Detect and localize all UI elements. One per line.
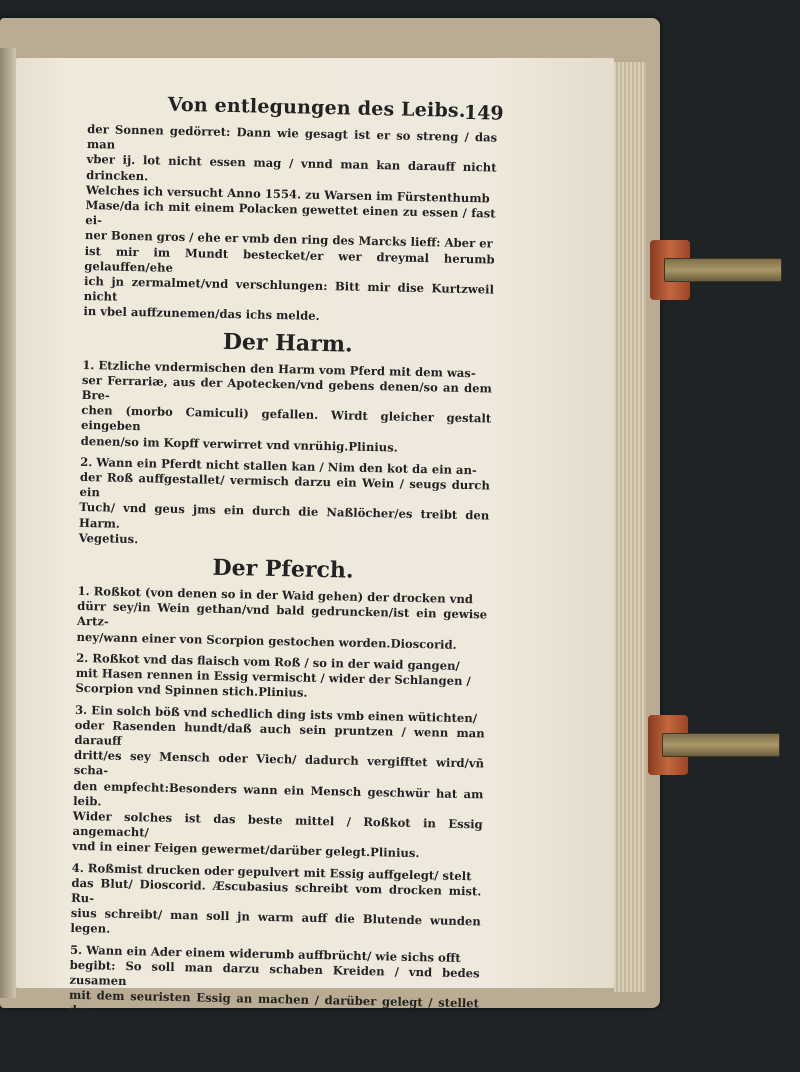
page-footer [68,1040,478,1072]
lower-clasp-metal [662,733,780,757]
lower-clasp [648,715,788,779]
left-page-edge [0,48,16,998]
pferch-entry-3: 3. Ein solch böß vnd schedlich ding ists vmb einen wütichten/ oder Rasenden hundt/daß auch sein pruntzen / wenn man darauff dritt/es sey Mensch oder Viech/ dadurch vergifftet wird/vñ scha- den empfecht:Besonders wann ein Mensch geschwür hat am leib. Wider solches ist das beste mittel / Roßkot in Essig angemacht/ vnd in einer Feigen gewermet/darüber gelegt.Plinius. [72,702,485,861]
page-text-block [68,92,504,1072]
pferch-entry-5: 5. Wann ein Ader einem widerumb auffbrücht/ wie sichs offt begibt: So soll man darzu schaben Kreiden / vnd bedes zusamen mit dem seuristen Essig an machen / darüber gelegt / stellet das Geblüt.Idem. [68,942,480,1035]
upper-clasp-metal [664,258,782,282]
harm-entry-2: 2. Wann ein Pferdt nicht stallen kan / Nim den kot da ein an- der Roß auffgestallet/ vermisch darzu ein Wein / seugs durch ein Tuch/ vnd geus jms ein durch die Naßlöcher/es treibt den Harm. Vegetius. [78,454,490,547]
page-number: 149 [463,101,504,125]
running-head: Von entlegungen des Leibs. [167,93,466,122]
page-block-edge [614,62,646,992]
section-heading-pferch: Der Pferch. [212,554,354,584]
pferch-entry-4: 4. Roßmist drucken oder gepulvert mit Essig auffgelegt/ stelt das Blut/ Dioscorid. Æscubasius schreibt vom drocken mist. Ru- sius schreibt/ man soll jn warm auff die Blutende wunden legen. [70,860,482,936]
pferch-entry-1: 1. Roßkot (von denen so in der Waid gehen) der drocken vnd dürr sey/in Wein gethan/vnd bald gedruncken/ist ein gewise Artz- ney/wann einer von Scorpion gestochen worden.Dioscorid. [76,583,488,652]
catchword: 6.Also [429,1049,475,1066]
upper-clasp [650,240,790,304]
intro-paragraph: der Sonnen gedörret: Dann wie gesagt ist er so streng / das man vber ij. lot nicht essen mag / vnnd man kan darauff nicht drincken. Welches ich versucht Anno 1554. zu Warsen im Fürstenthumb Mase/da ich mit einem Polacken gewettet einen zu essen / fast ei- ner Bonen gros / ehe er vmb den ring des Marcks lieff: Aber er ist mir im Mundt bestecket/er wer dreymal herumb gelauffen/ehe ich jn zermalmet/vnd verschlungen: Bitt mir dise Kurtzweil nicht in vbel auffzunemen/das ichs melde. [83,121,498,324]
signature-mark: Cc [247,1043,270,1062]
harm-entry-1: 1. Etzliche vndermischen den Harm vom Pferd mit dem was- ser Ferrariæ, aus der Apotecken/vnd gebens denen/so an dem Bre- chen (morbo Camiculi) gefallen. Wirdt gleicher gestalt eingeben denen/so im Kopff verwirret vnd vnrühig.Plinius. [80,357,493,455]
section-heading-harm: Der Harm. [222,328,354,358]
pferch-entry-2: 2. Roßkot vnd das flaisch vom Roß / so in der waid gangen/ mit Hasen rennen in Essig vermischt / wider der Schlangen / Scorpion vnd Spinnen stich.Plinius. [75,650,471,701]
